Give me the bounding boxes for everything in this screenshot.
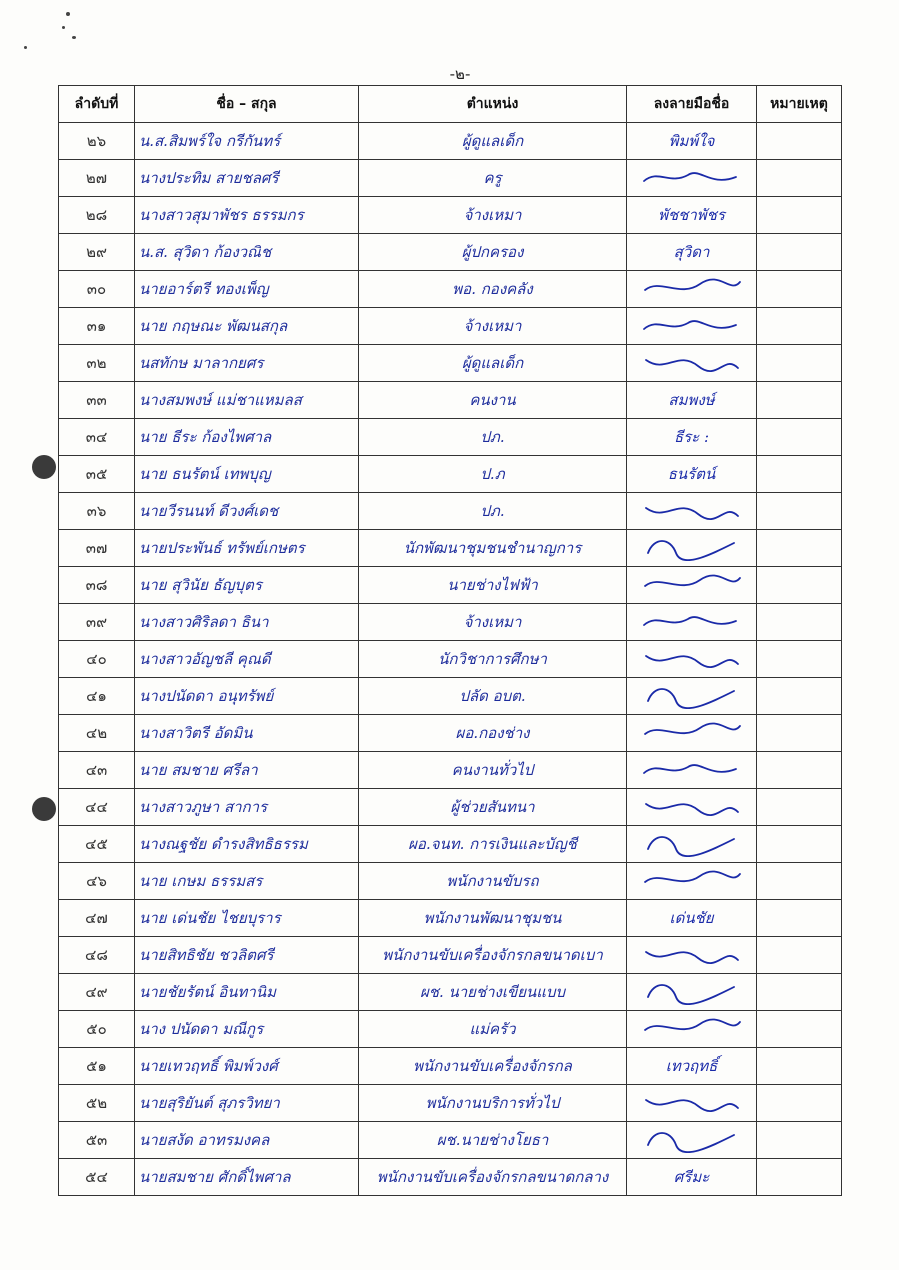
row-name: นายสิทธิชัย ชวลิตศรี: [135, 937, 359, 974]
row-name: นาย สุวินัย ธัญบุตร: [135, 567, 359, 604]
row-name: นางสาวิตรี อัดมิน: [135, 715, 359, 752]
signature-scribble: [640, 276, 744, 302]
row-remark: [757, 123, 842, 160]
row-name: นางสาวอัญชลี คุณดี: [135, 641, 359, 678]
row-position: พนักงานขับเครื่องจักรกล: [359, 1048, 627, 1085]
signature-text: ธีระ :: [673, 428, 710, 446]
row-number: ๔๒: [59, 715, 135, 752]
row-name: นางสาวสุมาพัชร ธรรมกร: [135, 197, 359, 234]
row-position: ผอ.จนท. การเงินและบัญชี: [359, 826, 627, 863]
signature-text: ธนรัตน์: [667, 465, 716, 483]
row-signature: [627, 974, 757, 1011]
punch-hole: [32, 455, 56, 479]
row-signature: [627, 900, 757, 937]
row-remark: [757, 419, 842, 456]
row-position: ผช. นายช่างเขียนแบบ: [359, 974, 627, 1011]
signature-scribble: [640, 720, 744, 746]
row-position: ผช.นายช่างโยธา: [359, 1122, 627, 1159]
row-name: นางณฐชัย ดำรงสิทธิธรรม: [135, 826, 359, 863]
row-name: น.ส.สิมพร์ใจ กรีกันทร์: [135, 123, 359, 160]
row-position: ผู้ดูแลเด็ก: [359, 123, 627, 160]
row-signature: [627, 715, 757, 752]
row-remark: [757, 789, 842, 826]
row-name: นาง ปนัดดา มณีกูร: [135, 1011, 359, 1048]
scan-speck: [66, 12, 70, 16]
punch-hole: [32, 797, 56, 821]
signature-scribble: [640, 165, 744, 191]
signature-scribble: [640, 757, 744, 783]
scan-speck: [62, 26, 65, 29]
row-name: นาย เด่นชัย ไชยบุราร: [135, 900, 359, 937]
row-remark: [757, 1011, 842, 1048]
row-remark: [757, 160, 842, 197]
row-number: ๕๒: [59, 1085, 135, 1122]
row-name: นายสุริยันต์ สุภรวิทยา: [135, 1085, 359, 1122]
table-row: [59, 974, 842, 1011]
row-number: ๔๖: [59, 863, 135, 900]
page-number: -๒-: [449, 65, 471, 83]
row-remark: [757, 974, 842, 1011]
row-remark: [757, 937, 842, 974]
signature-text: พิมพ์ใจ: [668, 132, 715, 150]
table-row: [59, 826, 842, 863]
signature-text: สุวิดา: [673, 243, 710, 261]
row-name: น.ส. สุวิดา ก้องวณิช: [135, 234, 359, 271]
table-row: [59, 1048, 842, 1085]
row-number: ๓๔: [59, 419, 135, 456]
row-name: นายวีรนนท์ ดีวงศ์เดช: [135, 493, 359, 530]
signature-scribble: [640, 979, 744, 1005]
row-signature: [627, 1159, 757, 1196]
row-remark: [757, 1085, 842, 1122]
row-remark: [757, 604, 842, 641]
signature-scribble: [640, 1127, 744, 1153]
row-number: ๒๙: [59, 234, 135, 271]
row-remark: [757, 234, 842, 271]
row-name: นาย กฤษณะ พัฒนสกุล: [135, 308, 359, 345]
table-row: [59, 752, 842, 789]
row-signature: [627, 1085, 757, 1122]
row-position: ผู้ช่วยสันทนา: [359, 789, 627, 826]
row-name: นางสมพงษ์ แม่ชาแหมลส: [135, 382, 359, 419]
row-position: แม่ครัว: [359, 1011, 627, 1048]
row-position: นายช่างไฟฟ้า: [359, 567, 627, 604]
header-remark: หมายเหตุ: [757, 86, 842, 123]
table-row: [59, 1011, 842, 1048]
signature-scribble: [640, 683, 744, 709]
row-remark: [757, 641, 842, 678]
scan-speck: [24, 46, 27, 49]
row-position: ป.ภ: [359, 456, 627, 493]
table-row: [59, 1122, 842, 1159]
row-name: นาย สมชาย ศรีลา: [135, 752, 359, 789]
signature-scribble: [640, 831, 744, 857]
table-row: [59, 789, 842, 826]
table-row: [59, 234, 842, 271]
row-name: นางสาวภูษา สาการ: [135, 789, 359, 826]
table-row: [59, 678, 842, 715]
row-signature: [627, 1122, 757, 1159]
row-remark: [757, 900, 842, 937]
row-position: นักพัฒนาชุมชนชำนาญการ: [359, 530, 627, 567]
row-number: ๒๗: [59, 160, 135, 197]
row-position: พนักงานพัฒนาชุมชน: [359, 900, 627, 937]
row-name: นาย ธนรัตน์ เทพบุญ: [135, 456, 359, 493]
row-position: จ้างเหมา: [359, 308, 627, 345]
row-signature: [627, 1011, 757, 1048]
row-remark: [757, 456, 842, 493]
row-number: ๔๗: [59, 900, 135, 937]
signature-text: เทวฤทธิ์: [665, 1057, 718, 1075]
row-number: ๒๘: [59, 197, 135, 234]
signature-scribble: [640, 535, 744, 561]
row-number: ๔๑: [59, 678, 135, 715]
scan-speck: [72, 36, 76, 39]
table-row: [59, 937, 842, 974]
signature-text: พัชชาพัชร: [658, 206, 725, 224]
signature-text: เด่นชัย: [669, 909, 714, 927]
row-number: ๔๐: [59, 641, 135, 678]
row-signature: [627, 271, 757, 308]
row-remark: [757, 1159, 842, 1196]
table-row: [59, 715, 842, 752]
table-row: [59, 1159, 842, 1196]
row-position: นักวิชาการศึกษา: [359, 641, 627, 678]
header-signature: ลงลายมือชื่อ: [627, 86, 757, 123]
signature-text: สมพงษ์: [668, 391, 715, 409]
row-remark: [757, 345, 842, 382]
row-remark: [757, 752, 842, 789]
row-remark: [757, 1048, 842, 1085]
row-number: ๕๐: [59, 1011, 135, 1048]
row-name: นางสาวศิริลดา ธินา: [135, 604, 359, 641]
table-row: [59, 271, 842, 308]
table-row: [59, 160, 842, 197]
row-number: ๔๕: [59, 826, 135, 863]
row-name: นายประพันธ์ ทรัพย์เกษตร: [135, 530, 359, 567]
row-name: นายอาร์ตรี ทองเพ็ญ: [135, 271, 359, 308]
table-row: [59, 456, 842, 493]
row-signature: [627, 493, 757, 530]
signature-scribble: [640, 1090, 744, 1116]
header-position: ตำแหน่ง: [359, 86, 627, 123]
table-row: [59, 604, 842, 641]
table-row: [59, 123, 842, 160]
row-position: ปภ.: [359, 493, 627, 530]
row-signature: [627, 456, 757, 493]
table-row: [59, 641, 842, 678]
row-position: ผู้ปกครอง: [359, 234, 627, 271]
row-remark: [757, 678, 842, 715]
row-signature: [627, 123, 757, 160]
row-position: ผู้ดูแลเด็ก: [359, 345, 627, 382]
row-signature: [627, 789, 757, 826]
row-signature: [627, 604, 757, 641]
row-name: นาย เกษม ธรรมสร: [135, 863, 359, 900]
row-signature: [627, 937, 757, 974]
signature-scribble: [640, 646, 744, 672]
row-number: ๒๖: [59, 123, 135, 160]
row-signature: [627, 382, 757, 419]
row-number: ๓๐: [59, 271, 135, 308]
header-order: ลำดับที่: [59, 86, 135, 123]
row-position: จ้างเหมา: [359, 604, 627, 641]
row-position: ปภ.: [359, 419, 627, 456]
signature-scribble: [640, 942, 744, 968]
row-position: พนักงานขับรถ: [359, 863, 627, 900]
row-number: ๕๓: [59, 1122, 135, 1159]
row-signature: [627, 826, 757, 863]
row-number: ๔๔: [59, 789, 135, 826]
row-number: ๔๘: [59, 937, 135, 974]
row-remark: [757, 493, 842, 530]
row-name: นายเทวฤทธิ์ พิมพ์วงศ์: [135, 1048, 359, 1085]
signature-scribble: [640, 794, 744, 820]
table-row: [59, 567, 842, 604]
row-number: ๔๓: [59, 752, 135, 789]
row-signature: [627, 863, 757, 900]
row-signature: [627, 1048, 757, 1085]
row-position: ครู: [359, 160, 627, 197]
row-remark: [757, 1122, 842, 1159]
row-name: นายสงัด อาทรมงคล: [135, 1122, 359, 1159]
row-signature: [627, 419, 757, 456]
row-number: ๕๑: [59, 1048, 135, 1085]
row-remark: [757, 271, 842, 308]
row-name: นางปนัดดา อนุทรัพย์: [135, 678, 359, 715]
attendance-table: [58, 85, 842, 1196]
table-row: [59, 345, 842, 382]
row-position: คนงานทั่วไป: [359, 752, 627, 789]
header-name: ชื่อ – สกุล: [135, 86, 359, 123]
row-remark: [757, 567, 842, 604]
row-name: นสทักษ มาลากยศร: [135, 345, 359, 382]
row-number: ๓๑: [59, 308, 135, 345]
row-remark: [757, 826, 842, 863]
signature-text: ศรีมะ: [673, 1168, 710, 1186]
signature-scribble: [640, 350, 744, 376]
row-number: ๓๖: [59, 493, 135, 530]
row-position: ผอ.กองช่าง: [359, 715, 627, 752]
row-signature: [627, 752, 757, 789]
table-row: [59, 197, 842, 234]
table-body: [59, 123, 842, 1196]
row-position: พนักงานขับเครื่องจักรกลขนาดกลาง: [359, 1159, 627, 1196]
row-signature: [627, 530, 757, 567]
row-position: พนักงานบริการทั่วไป: [359, 1085, 627, 1122]
row-remark: [757, 863, 842, 900]
row-signature: [627, 641, 757, 678]
row-name: นายชัยรัตน์ อินทานิม: [135, 974, 359, 1011]
row-remark: [757, 382, 842, 419]
table-row: [59, 1085, 842, 1122]
table-row: [59, 493, 842, 530]
row-signature: [627, 197, 757, 234]
row-name: นายสมชาย ศักดิ์ไพศาล: [135, 1159, 359, 1196]
row-position: พอ. กองคลัง: [359, 271, 627, 308]
row-name: นางประทิม สายชลศรี: [135, 160, 359, 197]
row-signature: [627, 678, 757, 715]
signature-scribble: [640, 868, 744, 894]
signature-scribble: [640, 609, 744, 635]
table-row: [59, 900, 842, 937]
table-row: [59, 308, 842, 345]
row-position: ปลัด อบต.: [359, 678, 627, 715]
row-remark: [757, 715, 842, 752]
signature-scribble: [640, 1016, 744, 1042]
table-header-row: [59, 86, 842, 123]
row-position: พนักงานขับเครื่องจักรกลขนาดเบา: [359, 937, 627, 974]
signature-scribble: [640, 313, 744, 339]
row-number: ๔๙: [59, 974, 135, 1011]
row-position: จ้างเหมา: [359, 197, 627, 234]
row-signature: [627, 234, 757, 271]
row-signature: [627, 567, 757, 604]
row-signature: [627, 160, 757, 197]
row-remark: [757, 530, 842, 567]
row-number: ๓๕: [59, 456, 135, 493]
row-number: ๓๓: [59, 382, 135, 419]
row-signature: [627, 308, 757, 345]
signature-scribble: [640, 498, 744, 524]
row-number: ๓๘: [59, 567, 135, 604]
row-number: ๓๒: [59, 345, 135, 382]
row-signature: [627, 345, 757, 382]
row-number: ๓๗: [59, 530, 135, 567]
row-number: ๕๔: [59, 1159, 135, 1196]
row-remark: [757, 197, 842, 234]
row-position: คนงาน: [359, 382, 627, 419]
table-row: [59, 863, 842, 900]
table-row: [59, 530, 842, 567]
table-row: [59, 419, 842, 456]
signature-scribble: [640, 572, 744, 598]
table-row: [59, 382, 842, 419]
row-remark: [757, 308, 842, 345]
row-name: นาย ธีระ ก้องไพศาล: [135, 419, 359, 456]
row-number: ๓๙: [59, 604, 135, 641]
